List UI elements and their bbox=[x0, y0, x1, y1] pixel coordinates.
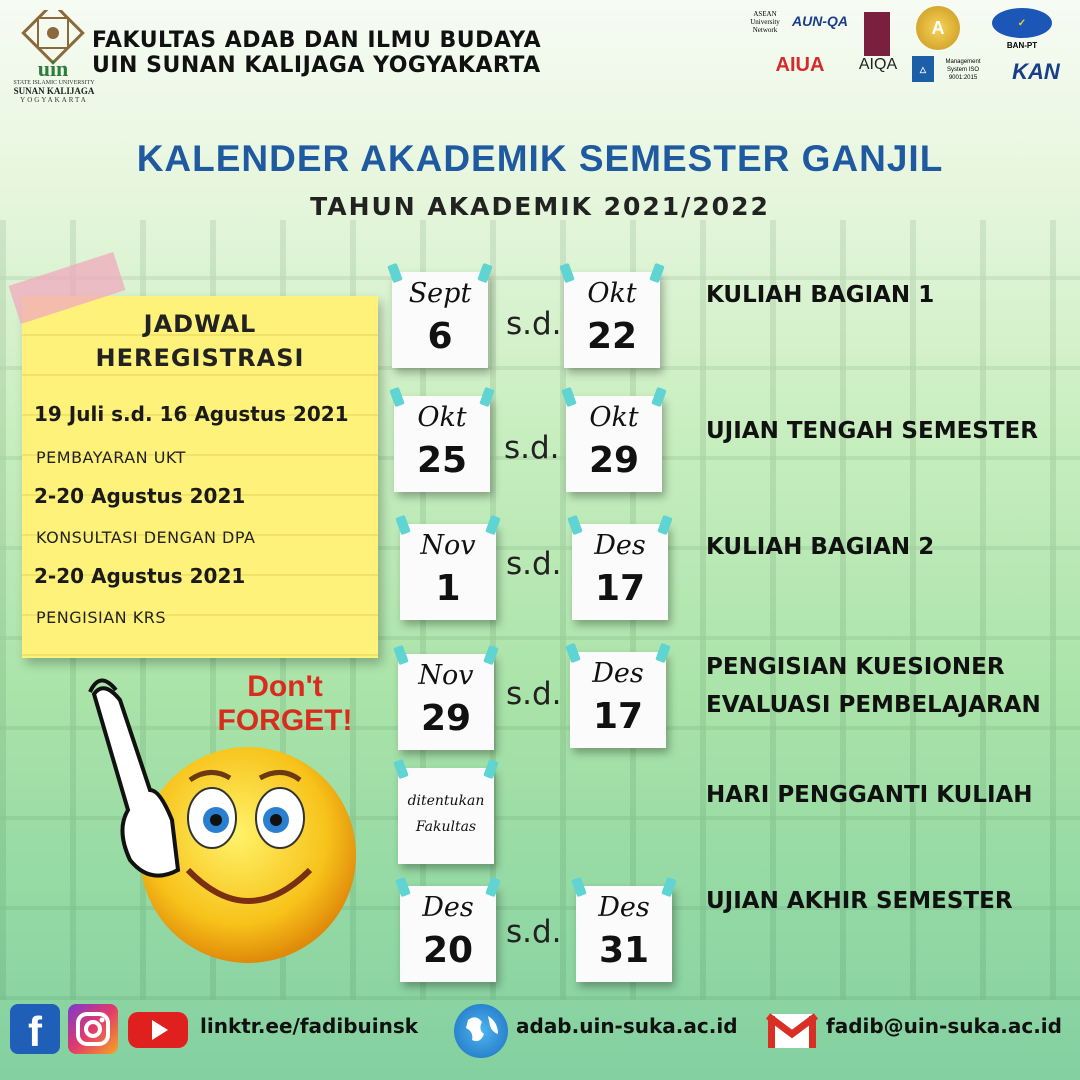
event-label: KULIAH BAGIAN 2 bbox=[706, 534, 935, 560]
registration-sticky-note bbox=[22, 296, 378, 658]
dont-text: Don't bbox=[247, 670, 323, 703]
start-month: Des bbox=[422, 892, 474, 923]
registration-caption-2: KONSULTASI DENGAN DPA bbox=[36, 528, 256, 547]
range-separator: s.d. bbox=[506, 676, 562, 712]
page-title: KALENDER AKADEMIK SEMESTER GANJIL bbox=[136, 138, 944, 179]
event-label-line1: PENGISIAN KUESIONER bbox=[706, 654, 1005, 680]
start-date-note bbox=[400, 524, 496, 620]
note-line1: ditentukan bbox=[407, 793, 485, 809]
registration-date-3: 2-20 Agustus 2021 bbox=[34, 564, 246, 588]
logo-caption-2: SUNAN KALIJAGA bbox=[13, 86, 95, 96]
start-day: 1 bbox=[435, 568, 461, 609]
end-day: 17 bbox=[594, 568, 646, 609]
end-date-note bbox=[570, 652, 666, 748]
accreditation-logos bbox=[740, 4, 1080, 104]
header bbox=[0, 0, 1080, 110]
end-day: 22 bbox=[586, 316, 638, 357]
end-date-note bbox=[564, 272, 660, 368]
facebook-icon[interactable] bbox=[10, 1004, 60, 1054]
end-month: Des bbox=[592, 658, 644, 689]
svg-text:uin: uin bbox=[37, 56, 69, 81]
end-month: Des bbox=[594, 530, 646, 561]
end-month: Okt bbox=[589, 402, 639, 433]
range-separator: s.d. bbox=[504, 430, 560, 466]
start-month: Sept bbox=[408, 278, 472, 309]
aiqa-logo: AIQA bbox=[858, 56, 898, 73]
event-label: UJIAN TENGAH SEMESTER bbox=[706, 418, 1038, 444]
end-date-note bbox=[572, 524, 668, 620]
start-day: 6 bbox=[427, 316, 453, 357]
start-date-note bbox=[400, 886, 496, 982]
svg-text:f: f bbox=[28, 1008, 42, 1054]
asean-network-logo: ASEAN University Network bbox=[750, 10, 780, 34]
end-day: 17 bbox=[592, 696, 644, 737]
registration-title-line2: HEREGISTRASI bbox=[95, 344, 305, 372]
start-date-note bbox=[394, 396, 490, 492]
note-line2: Fakultas bbox=[415, 819, 477, 835]
email-link[interactable]: fadib@uin-suka.ac.id bbox=[826, 1014, 1062, 1038]
gmail-icon bbox=[764, 1004, 820, 1054]
ban-pt-label: BAN-PT bbox=[1006, 40, 1038, 50]
start-day: 25 bbox=[416, 440, 468, 481]
forget-text: FORGET! bbox=[217, 704, 353, 737]
start-date-note bbox=[392, 272, 488, 368]
end-month: Okt bbox=[587, 278, 637, 309]
website-link[interactable]: adab.uin-suka.ac.id bbox=[516, 1014, 738, 1038]
end-day: 29 bbox=[588, 440, 640, 481]
event-label-line2: EVALUASI PEMBELAJARAN bbox=[706, 692, 1041, 718]
social-link[interactable]: linktr.ee/fadibuinsk bbox=[200, 1014, 419, 1038]
start-month: Nov bbox=[420, 530, 476, 561]
aiua-logo: AIUA bbox=[775, 53, 825, 76]
globe-icon bbox=[454, 1004, 508, 1058]
start-date-note bbox=[398, 654, 494, 750]
youtube-icon[interactable] bbox=[126, 1004, 190, 1054]
start-day: 29 bbox=[420, 698, 472, 739]
start-day: 20 bbox=[422, 930, 474, 971]
event-label: HARI PENGGANTI KULIAH bbox=[706, 782, 1033, 808]
kan-logo: KAN bbox=[1012, 59, 1060, 84]
logo-caption-3: YOGYAKARTA bbox=[20, 96, 88, 104]
accreditation-grade-badge: A bbox=[916, 6, 960, 50]
registration-title-line1: JADWAL bbox=[143, 310, 257, 338]
start-month: Nov bbox=[418, 660, 474, 691]
instagram-icon[interactable] bbox=[68, 1004, 118, 1054]
iso-certification: Management System ISO 9001:2015 bbox=[945, 59, 981, 81]
range-separator: s.d. bbox=[506, 546, 562, 582]
dont-forget-text bbox=[200, 670, 370, 738]
university-name: UIN SUNAN KALIJAGA YOGYAKARTA bbox=[92, 53, 541, 78]
start-month: Okt bbox=[417, 402, 467, 433]
ban-pt-globe-icon: ✓ bbox=[992, 8, 1052, 38]
range-separator: s.d. bbox=[506, 914, 562, 950]
event-label: UJIAN AKHIR SEMESTER bbox=[706, 888, 1013, 914]
aun-qa-logo: AUN-QA bbox=[792, 13, 848, 29]
registration-caption-3: PENGISIAN KRS bbox=[36, 608, 166, 627]
registration-date-1: 19 Juli s.d. 16 Agustus 2021 bbox=[34, 402, 349, 426]
page-subtitle: TAHUN AKADEMIK 2021/2022 bbox=[310, 192, 770, 221]
tuv-logo: △ bbox=[912, 56, 934, 82]
registration-caption-1: PEMBAYARAN UKT bbox=[36, 448, 186, 467]
event-label: KULIAH BAGIAN 1 bbox=[706, 282, 935, 308]
faculty-determined-note bbox=[398, 768, 494, 864]
faculty-name: FAKULTAS ADAB DAN ILMU BUDAYA bbox=[92, 28, 542, 53]
range-separator: s.d. bbox=[506, 306, 562, 342]
end-date-note bbox=[576, 886, 672, 982]
registration-date-2: 2-20 Agustus 2021 bbox=[34, 484, 246, 508]
end-month: Des bbox=[598, 892, 650, 923]
end-date-note bbox=[566, 396, 662, 492]
calligraphy-logo bbox=[864, 12, 890, 56]
logo-caption-1: STATE ISLAMIC UNIVERSITY bbox=[13, 80, 95, 86]
end-day: 31 bbox=[598, 930, 650, 971]
